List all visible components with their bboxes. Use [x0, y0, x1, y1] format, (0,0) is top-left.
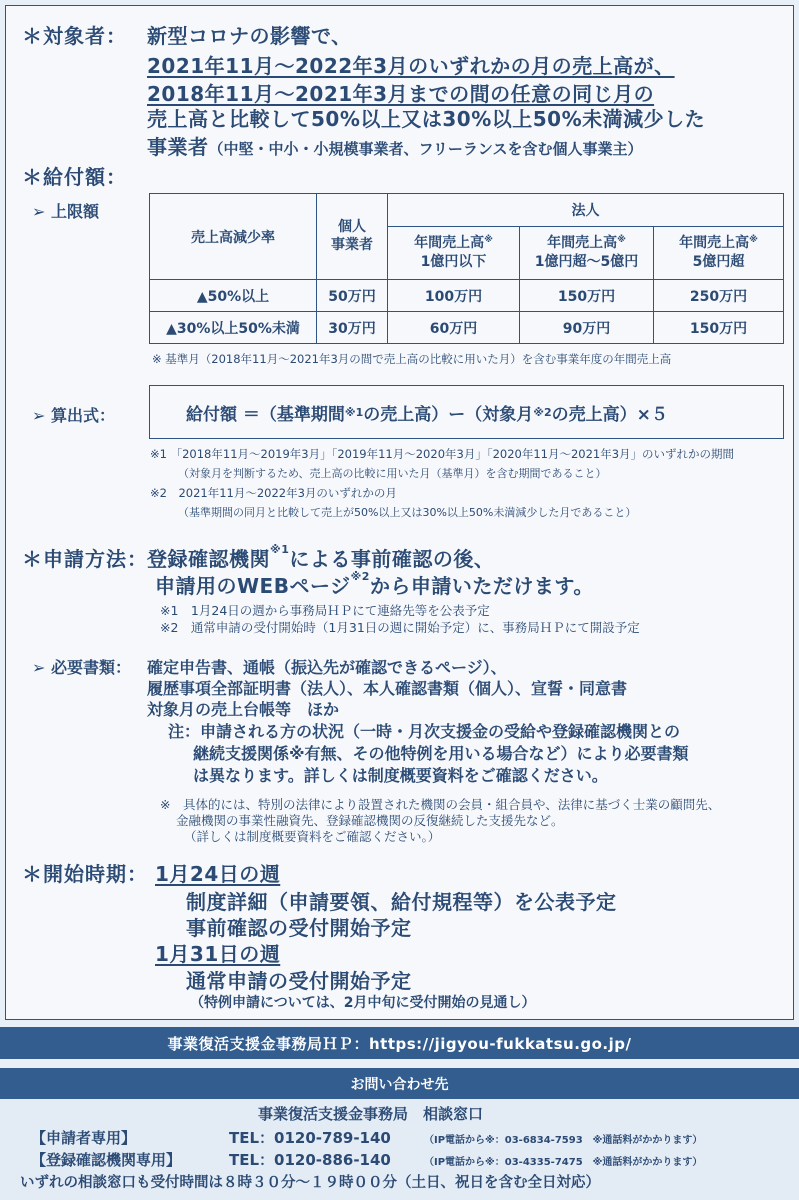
start-heading: ＊開始時期：: [22, 862, 148, 886]
formula-b: の売上高）ー（対象月: [363, 404, 534, 425]
apply-line-2-a: 申請用のWEBページ: [155, 574, 351, 598]
target-line-5-main: 事業者: [147, 135, 209, 159]
target-line-2: 2021年11月〜2022年3月のいずれかの月の売上高が、: [147, 54, 675, 78]
row1-rate: ▲50%以上: [150, 280, 317, 312]
formula-c: の売上高）×５: [551, 404, 668, 425]
inquiry-title: お問い合わせ先: [350, 1076, 449, 1093]
applicant-tel[interactable]: TEL：0120-789-140: [229, 1129, 391, 1147]
header-col-2-a: 年間売上高: [547, 235, 618, 252]
week-1-item-b: 事前確認の受付開始予定: [186, 916, 412, 940]
row1-col-3: 250万円: [654, 280, 784, 312]
row2-individual: 30万円: [317, 312, 388, 344]
week-2-item-a: 通常申請の受付開始予定: [186, 969, 412, 993]
apply-note-1: ※1 1月24日の週から事務局ＨＰにて連絡先等を公表予定: [160, 603, 490, 618]
docs-line-3: 対象月の売上台帳等 ほか: [147, 700, 340, 719]
agency-ip: （IP電話から※：03-4335-7475 ※通話料がかかります）: [424, 1157, 703, 1168]
table-note: ※ 基準月（2018年11月〜2021年3月の間で売上高の比較に用いた月）を含む事業年度の年間売上高: [152, 352, 672, 366]
header-col-3: [654, 227, 784, 280]
footnote-2b: （基準期間の同月と比較して売上が50%以上又は30%以上50%未満減少した月であること）: [178, 506, 637, 519]
apply-heading: ＊申請方法：: [22, 547, 148, 571]
header-col-1-mark: ※: [484, 235, 493, 246]
header-col-3-a: 年間売上高: [679, 235, 750, 252]
docs-ref-3: （詳しくは制度概要資料をご確認ください。）: [184, 829, 441, 844]
benefit-heading: ＊給付額：: [22, 165, 127, 189]
contact-panel: [0, 1099, 799, 1200]
target-line-3: 2018年11月〜2021年3月までの間の任意の同じ月の: [147, 82, 655, 106]
docs-ref-1: ※ 具体的には、特別の法律により設置された機関の会員・組合員や、法律に基づく士業の顧問先、: [160, 797, 721, 812]
week-1: 1月24日の週: [155, 862, 281, 886]
header-individual: 個人 事業者: [317, 194, 388, 280]
row1-individual: 50万円: [317, 280, 388, 312]
agency-tel[interactable]: TEL：0120-886-140: [229, 1151, 391, 1169]
row2-col-3: 150万円: [654, 312, 784, 344]
formula-box: [149, 385, 784, 439]
header-col-1-b: 1億円以下: [420, 254, 487, 270]
row1-col-2: 150万円: [520, 280, 654, 312]
target-line-5: [147, 131, 642, 160]
apply-note-2: ※2 通常申請の受付開始時（1月31日の週に開始予定）に、事務局ＨＰにて開設予定: [160, 620, 640, 635]
docs-note-b: 継続支援関係※有無、その他特例を用いる場合など）により必要書類: [193, 744, 689, 763]
week-2-item-b: （特例申請については、2月中旬に受付開始の見通し）: [190, 995, 536, 1011]
limit-label: ➢ 上限額: [32, 202, 99, 221]
hp-link[interactable]: 事業復活支援金事務局ＨＰ：https://jigyou-fukkatsu.go.jp/: [167, 1034, 632, 1053]
footnote-2: ※2 2021年11月〜2022年3月のいずれかの月: [150, 486, 397, 500]
applicant-ip: （IP電話から※：03-6834-7593 ※通話料がかかります）: [424, 1135, 703, 1146]
apply-line-2-b: から申請いただけます。: [369, 574, 594, 598]
calc-label: ➢ 算出式：: [32, 406, 115, 425]
footnote-1b: （対象月を判断するため、売上高の比較に用いた月（基準月）を含む期間であること）: [178, 467, 607, 480]
hours-text: いずれの相談窓口も受付時間は８時３０分〜１９時００分（土日、祝日を含む全日対応）: [20, 1175, 600, 1191]
docs-line-1: 確定申告書、通帳（振込先が確認できるページ）、: [147, 658, 507, 677]
apply-line-1-a: 登録確認機関: [147, 547, 270, 571]
agency-label: 【登録確認機関専用】: [31, 1151, 182, 1169]
row1-col-1: 100万円: [388, 280, 520, 312]
header-col-2-b: 1億円超〜5億円: [534, 254, 639, 270]
target-line-5-note: （中堅・中小・小規模事業者、フリーランスを含む個人事業主）: [208, 140, 643, 158]
header-col-1: [388, 227, 520, 280]
benefit-table: [149, 193, 784, 344]
apply-line-1-b: による事前確認の後、: [289, 547, 495, 571]
formula-sup-2: ※2: [533, 405, 552, 419]
apply-line-2: [155, 570, 594, 599]
inquiry-bar: [0, 1068, 799, 1099]
docs-ref-2: 金融機関の事業性融資先、登録確認機関の反復継続した支援先など。: [176, 813, 564, 828]
week-2: 1月31日の週: [155, 942, 281, 966]
header-col-2: [520, 227, 654, 280]
docs-line-2: 履歴事項全部証明書（法人）、本人確認書類（個人）、宣誓・同意書: [147, 679, 628, 698]
row2-col-2: 90万円: [520, 312, 654, 344]
apply-line-1-sup: ※1: [270, 543, 290, 556]
target-line-1: 新型コロナの影響で、: [147, 24, 352, 48]
header-col-1-a: 年間売上高: [414, 235, 485, 252]
docs-label: ➢ 必要書類：: [32, 658, 131, 677]
docs-note-a: 注：申請される方の状況（一時・月次支援金の受給や登録確認機関との: [168, 722, 681, 741]
target-line-4: 売上高と比較して50%以上又は30%以上50%未満減少した: [147, 107, 706, 131]
header-corporation: 法人: [388, 194, 784, 227]
header-col-3-mark: ※: [749, 235, 758, 246]
week-1-item-a: 制度詳細（申請要領、給付規程等）を公表予定: [186, 890, 617, 914]
row2-rate: ▲30%以上50%未満: [150, 312, 317, 344]
formula-a: 給付額 ＝（基準期間: [186, 404, 345, 425]
table-row: [150, 312, 784, 344]
docs-note-c: は異なります。詳しくは制度概要資料をご確認ください。: [193, 766, 608, 785]
formula-sup-1: ※1: [344, 405, 364, 419]
hp-bar: [0, 1027, 799, 1059]
header-col-3-b: 5億円超: [692, 254, 745, 270]
header-col-2-mark: ※: [617, 235, 626, 246]
office-name: 事業復活支援金事務局 相談窓口: [258, 1105, 484, 1123]
table-row: [150, 280, 784, 312]
row2-col-1: 60万円: [388, 312, 520, 344]
apply-line-2-sup: ※2: [350, 570, 370, 583]
footnote-1: ※1 「2018年11月〜2019年3月」「2019年11月〜2020年3月」「2020年11月〜2021年3月」のいずれかの期間: [150, 447, 735, 461]
apply-line-1: [147, 543, 494, 572]
header-reduction: 売上高減少率: [150, 194, 317, 280]
target-heading: ＊対象者：: [22, 24, 127, 48]
applicant-label: 【申請者専用】: [31, 1129, 137, 1147]
